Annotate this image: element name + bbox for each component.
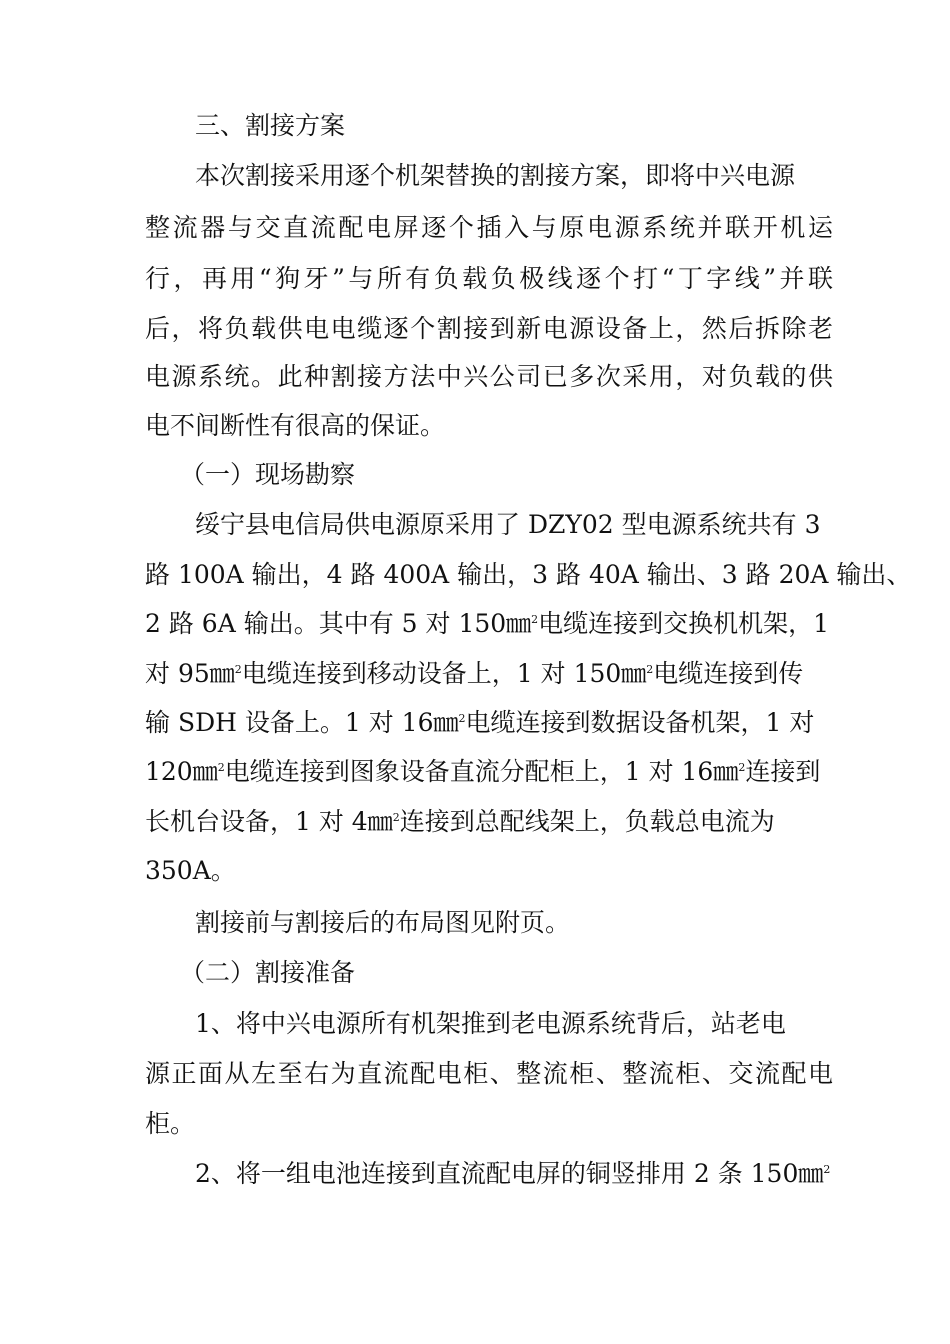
text-run: 电缆连接到移动设备上，1 对 150㎜ bbox=[241, 659, 647, 688]
paragraph-line: 后，将负载供电电缆逐个割接到新电源设备上，然后拆除老 bbox=[145, 314, 833, 343]
paragraph-line: 源正面从左至右为直流配电柜、整流柜、整流柜、交流配电 bbox=[145, 1059, 833, 1088]
paragraph-line: 整流器与交直流配电屏逐个插入与原电源系统并联开机运 bbox=[145, 213, 833, 242]
text-run: 电缆连接到数据设备机架，1 对 bbox=[465, 708, 815, 737]
text-run: 电缆连接到图象设备直流分配柜上，1 对 16㎜ bbox=[224, 757, 739, 786]
paragraph-line: 电不间断性有很高的保证。 bbox=[145, 411, 446, 440]
text-run: 长机台设备，1 对 4㎜ bbox=[145, 807, 393, 836]
superscript: 2 bbox=[646, 663, 654, 676]
text-run: 2、将一组电池连接到直流配电屏的铜竖排用 2 条 150㎜ bbox=[195, 1159, 824, 1188]
text-run: 连接到 bbox=[745, 757, 821, 786]
paragraph-line: 350A。 bbox=[145, 856, 236, 885]
paragraph-line: 行，再用“狗牙”与所有负载负极线逐个打“丁字线”并联 bbox=[145, 264, 833, 293]
text-run: 电缆连接到传 bbox=[653, 659, 804, 688]
subsection-title: （一）现场勘察 bbox=[180, 460, 356, 489]
superscript: 2 bbox=[531, 613, 539, 626]
text-run: 输 SDH 设备上。1 对 16㎜ bbox=[145, 708, 459, 737]
paragraph-line bbox=[145, 606, 950, 642]
paragraph-line bbox=[195, 1156, 950, 1192]
text-run: 2 路 6A 输出。其中有 5 对 150㎜ bbox=[145, 609, 532, 638]
paragraph-line: 路 100A 输出，4 路 400A 输出，3 路 40A 输出、3 路 20A 输出、 bbox=[145, 560, 912, 589]
paragraph-line bbox=[145, 705, 950, 741]
text-run: 电缆连接到交换机机架，1 bbox=[538, 609, 830, 638]
text-run: 120㎜ bbox=[145, 757, 218, 786]
text-run: 连接到总配线架上，负载总电流为 bbox=[399, 807, 775, 836]
paragraph-line: 1、将中兴电源所有机架推到老电源系统背后，站老电 bbox=[195, 1009, 786, 1038]
paragraph-line bbox=[145, 656, 950, 692]
paragraph-line bbox=[145, 754, 950, 790]
text-run: 对 95㎜ bbox=[145, 659, 235, 688]
paragraph-line: 柜。 bbox=[145, 1109, 196, 1138]
paragraph-line: 电源系统。此种割接方法中兴公司已多次采用，对负载的供 bbox=[145, 362, 833, 391]
paragraph-line bbox=[145, 804, 950, 840]
paragraph-line: 割接前与割接后的布局图见附页。 bbox=[195, 908, 571, 937]
superscript: 2 bbox=[234, 663, 242, 676]
superscript: 2 bbox=[738, 761, 746, 774]
superscript: 2 bbox=[217, 761, 225, 774]
section-title: 三、割接方案 bbox=[195, 111, 346, 140]
paragraph-line: 绥宁县电信局供电源原采用了 DZY02 型电源系统共有 3 bbox=[195, 510, 821, 539]
paragraph-line: 本次割接采用逐个机架替换的割接方案，即将中兴电源 bbox=[195, 161, 796, 190]
superscript: 2 bbox=[823, 1163, 831, 1176]
superscript: 2 bbox=[392, 811, 400, 824]
subsection-title: （二）割接准备 bbox=[180, 958, 356, 987]
superscript: 2 bbox=[458, 712, 466, 725]
